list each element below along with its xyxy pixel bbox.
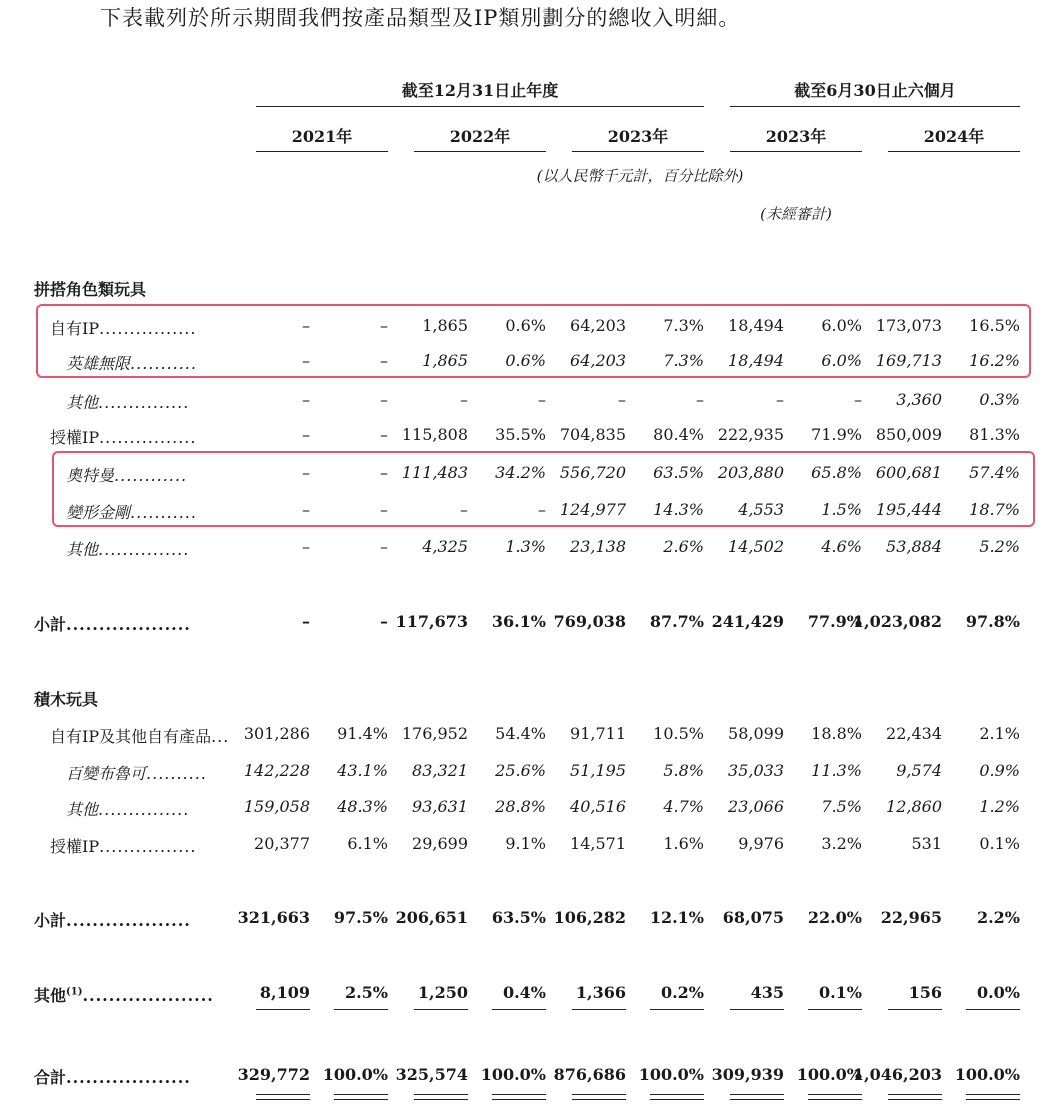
row-label-text: 自有IP (50, 319, 100, 338)
table-cell: 241,429 (711, 612, 784, 631)
table-cell: 87.7% (649, 612, 704, 631)
row-label-text: 小計 (34, 911, 67, 930)
table-cell: 12,860 (886, 797, 942, 816)
row-label (34, 612, 191, 635)
table-row-buildable-brick (0, 761, 1055, 787)
row-label-text: 其他 (66, 800, 99, 819)
table-cell: 5.2% (979, 537, 1020, 556)
footnote-marker: (1) (66, 986, 83, 998)
leader-dots: .................... (82, 986, 214, 1005)
table-cell: – (302, 463, 310, 482)
row-label (50, 724, 229, 747)
table-cell: 115,808 (401, 425, 468, 444)
table-cell: 35,033 (728, 761, 784, 780)
table-cell: 53,884 (886, 537, 942, 556)
table-cell: 81.3% (969, 425, 1020, 444)
column-underline (334, 1009, 388, 1010)
highlight-box-licensed (52, 451, 1035, 527)
table-cell: 156 (908, 983, 942, 1002)
table-cell: 4,325 (422, 537, 468, 556)
highlight-box-own-ip (36, 304, 1031, 378)
table-cell: 6.1% (347, 834, 388, 853)
table-cell: 0.4% (502, 983, 546, 1002)
year-rule (730, 151, 862, 152)
row-label (66, 390, 189, 413)
table-cell: 0.6% (505, 316, 546, 335)
total-double-underline (492, 1094, 546, 1100)
table-row-blocks-own-other (0, 797, 1055, 823)
table-cell: 100.0% (480, 1065, 546, 1084)
row-label-text: 小計 (34, 615, 67, 634)
table-cell: 8,109 (259, 983, 310, 1002)
column-underline (650, 1009, 704, 1010)
table-cell: 4,553 (738, 500, 784, 519)
table-cell: – (460, 500, 468, 519)
leader-dots: ................ (99, 428, 197, 447)
table-cell: – (380, 390, 388, 409)
table-cell: 14.3% (653, 500, 704, 519)
table-cell: 100.0% (954, 1065, 1020, 1084)
table-cell: 28.8% (495, 797, 546, 816)
leader-dots: .......... (146, 764, 207, 783)
table-cell: 600,681 (875, 463, 942, 482)
table-cell: 57.4% (969, 463, 1020, 482)
table-cell: 1.3% (505, 537, 546, 556)
table-cell: 1.2% (979, 797, 1020, 816)
table-cell: 64,203 (570, 316, 626, 335)
table-cell: 0.1% (979, 834, 1020, 853)
table-cell: 124,977 (559, 500, 626, 519)
leader-dots: ... (211, 727, 230, 746)
year-header: 2022年 (449, 127, 511, 146)
table-cell: 100.0% (796, 1065, 862, 1084)
table-cell: 0.6% (505, 351, 546, 370)
table-cell: 18.8% (811, 724, 862, 743)
table-cell: 2.5% (344, 983, 388, 1002)
year-header: 2024年 (923, 127, 985, 146)
table-cell: – (302, 425, 310, 444)
table-cell: 71.9% (811, 425, 862, 444)
table-cell: 531 (911, 834, 942, 853)
column-underline (888, 1009, 942, 1010)
total-double-underline (650, 1094, 704, 1100)
table-cell: 2.6% (663, 537, 704, 556)
period-half-header: 截至6月30日止六個月 (794, 81, 956, 100)
total-double-underline (414, 1094, 468, 1100)
table-cell: 169,713 (875, 351, 942, 370)
table-cell: 0.1% (818, 983, 862, 1002)
table-cell: 203,880 (717, 463, 784, 482)
table-cell: 14,571 (570, 834, 626, 853)
table-cell: – (854, 390, 862, 409)
table-cell: 106,282 (553, 908, 626, 927)
column-underline (730, 1009, 784, 1010)
total-double-underline (256, 1094, 310, 1100)
table-cell: 100.0% (322, 1065, 388, 1084)
row-label (50, 834, 196, 857)
table-cell: 1,046,203 (852, 1065, 942, 1084)
table-cell: 7.3% (663, 351, 704, 370)
table-cell: 1,865 (422, 316, 468, 335)
table-row-others (0, 983, 1055, 1009)
year-rule (572, 151, 704, 152)
table-cell: – (302, 316, 310, 335)
table-cell: 91,711 (570, 724, 626, 743)
leader-dots: ................... (66, 615, 191, 634)
table-cell: – (380, 425, 388, 444)
total-double-underline (730, 1094, 784, 1100)
table-cell: 325,574 (395, 1065, 468, 1084)
total-double-underline (888, 1094, 942, 1100)
table-cell: 97.5% (333, 908, 388, 927)
table-cell: 20,377 (254, 834, 310, 853)
table-cell: 876,686 (553, 1065, 626, 1084)
table-cell: 0.0% (976, 983, 1020, 1002)
table-cell: 556,720 (559, 463, 626, 482)
table-cell: 80.4% (653, 425, 704, 444)
leader-dots: ........... (130, 354, 197, 373)
table-cell: 9.1% (505, 834, 546, 853)
table-row-licensed-ip (0, 425, 1055, 451)
table-row-licensed-other (0, 537, 1055, 563)
row-label-text: 其他 (66, 540, 99, 559)
table-cell: 1,865 (422, 351, 468, 370)
table-cell: 3.2% (821, 834, 862, 853)
table-cell: 12.1% (649, 908, 704, 927)
table-cell: 54.4% (495, 724, 546, 743)
table-cell: 68,075 (722, 908, 784, 927)
table-cell: – (618, 390, 626, 409)
table-cell: 173,073 (875, 316, 942, 335)
row-label (34, 1065, 191, 1088)
intro-text: 下表載列於所示期間我們按產品類型及IP類別劃分的總收入明細。 (100, 6, 741, 30)
table-cell: 35.5% (495, 425, 546, 444)
table-row-subtotal-blocks (0, 908, 1055, 934)
table-cell: 142,228 (243, 761, 310, 780)
table-cell: 83,321 (412, 761, 468, 780)
table-cell: 7.5% (821, 797, 862, 816)
row-label-text: 變形金剛 (66, 503, 131, 522)
table-cell: – (380, 612, 388, 631)
table-cell: 18,494 (728, 351, 784, 370)
row-label (66, 761, 207, 784)
table-cell: 321,663 (237, 908, 310, 927)
table-cell: 0.2% (660, 983, 704, 1002)
row-label-text: 其他 (66, 393, 99, 412)
table-cell: – (302, 500, 310, 519)
year-rule (256, 151, 388, 152)
row-label (34, 908, 191, 931)
table-cell: 301,286 (243, 724, 310, 743)
table-cell: 63.5% (653, 463, 704, 482)
column-underline (572, 1009, 626, 1010)
table-cell: – (380, 463, 388, 482)
table-cell: 18.7% (969, 500, 1020, 519)
table-cell: 6.0% (821, 316, 862, 335)
period-half-rule (730, 106, 1020, 107)
leader-dots: ................ (99, 837, 197, 856)
total-double-underline (334, 1094, 388, 1100)
table-cell: 7.3% (663, 316, 704, 335)
row-label-text: 英雄無限 (66, 354, 131, 373)
leader-dots: ............... (98, 540, 190, 559)
unit-note: (以人民幣千元計，百分比除外) (536, 167, 744, 185)
table-cell: 91.4% (337, 724, 388, 743)
table-cell: 16.2% (969, 351, 1020, 370)
table-row-own-other (0, 390, 1055, 416)
table-cell: – (776, 390, 784, 409)
table-cell: 29,699 (412, 834, 468, 853)
table-cell: 159,058 (243, 797, 310, 816)
table-cell: 4.6% (821, 537, 862, 556)
table-cell: – (380, 537, 388, 556)
table-row-blocks-own (0, 724, 1055, 750)
table-cell: – (302, 390, 310, 409)
column-underline (808, 1009, 862, 1010)
year-rule (888, 151, 1020, 152)
leader-dots: ................ (99, 319, 197, 338)
table-cell: 329,772 (237, 1065, 310, 1084)
table-cell: 222,935 (717, 425, 784, 444)
table-cell: 22.0% (807, 908, 862, 927)
table-cell: 3,360 (896, 390, 942, 409)
table-cell: – (538, 390, 546, 409)
period-year-rule (256, 106, 704, 107)
table-cell: 22,434 (886, 724, 942, 743)
section-title-blocks: 積木玩具 (34, 690, 99, 709)
table-cell: 117,673 (395, 612, 468, 631)
table-cell: 1,250 (417, 983, 468, 1002)
table-cell: 206,651 (395, 908, 468, 927)
row-label-text: 百變布魯可 (66, 764, 147, 783)
table-cell: – (380, 316, 388, 335)
table-cell: 25.6% (495, 761, 546, 780)
table-cell: 43.1% (337, 761, 388, 780)
section-title-figures: 拼搭角色類玩具 (34, 280, 147, 299)
table-cell: 435 (750, 983, 784, 1002)
leader-dots: ................... (66, 1068, 191, 1087)
table-cell: 23,138 (570, 537, 626, 556)
table-cell: – (302, 351, 310, 370)
table-cell: 18,494 (728, 316, 784, 335)
table-cell: – (380, 500, 388, 519)
table-cell: 51,195 (570, 761, 626, 780)
leader-dots: ........... (130, 503, 197, 522)
table-cell: 16.5% (969, 316, 1020, 335)
table-cell: – (696, 390, 704, 409)
row-label-text: 自有IP及其他自有產品 (50, 727, 212, 746)
table-cell: 40,516 (570, 797, 626, 816)
table-cell: – (380, 351, 388, 370)
total-double-underline (808, 1094, 862, 1100)
leader-dots: ................... (66, 911, 191, 930)
table-cell: 0.9% (979, 761, 1020, 780)
year-header: 2023年 (607, 127, 669, 146)
table-cell: 0.3% (979, 390, 1020, 409)
row-label-text: 授權IP (50, 428, 100, 447)
table-cell: 97.8% (965, 612, 1020, 631)
table-cell: 77.9% (807, 612, 862, 631)
table-cell: 23,066 (728, 797, 784, 816)
table-cell: 14,502 (728, 537, 784, 556)
column-underline (256, 1009, 310, 1010)
row-label (66, 797, 189, 820)
table-row-total (0, 1065, 1055, 1091)
table-cell: 9,574 (896, 761, 942, 780)
table-row-blocks-licensed (0, 834, 1055, 860)
table-cell: 4.7% (663, 797, 704, 816)
unaudited-note: (未經審計) (760, 205, 832, 223)
table-cell: 100.0% (638, 1065, 704, 1084)
row-label-text: 其他 (34, 986, 67, 1005)
year-header: 2023年 (765, 127, 827, 146)
total-double-underline (966, 1094, 1020, 1100)
table-cell: 63.5% (491, 908, 546, 927)
table-cell: 1.6% (663, 834, 704, 853)
table-cell: – (302, 537, 310, 556)
leader-dots: ............ (114, 466, 188, 485)
table-cell: 111,483 (401, 463, 468, 482)
table-cell: 5.8% (663, 761, 704, 780)
table-cell: 2.2% (976, 908, 1020, 927)
table-cell: – (538, 500, 546, 519)
table-cell: 10.5% (653, 724, 704, 743)
table-cell: 6.0% (821, 351, 862, 370)
row-label-text: 合計 (34, 1068, 67, 1087)
table-cell: 36.1% (491, 612, 546, 631)
leader-dots: ............... (98, 800, 190, 819)
table-cell: 195,444 (875, 500, 942, 519)
column-underline (966, 1009, 1020, 1010)
table-cell: 34.2% (495, 463, 546, 482)
table-cell: 65.8% (811, 463, 862, 482)
table-cell: 93,631 (412, 797, 468, 816)
table-cell: 22,965 (880, 908, 942, 927)
leader-dots: ............... (98, 393, 190, 412)
table-row-subtotal-figures (0, 612, 1055, 638)
column-underline (414, 1009, 468, 1010)
table-cell: 1.5% (821, 500, 862, 519)
table-cell: 704,835 (559, 425, 626, 444)
table-cell: 1,366 (575, 983, 626, 1002)
table-cell: 769,038 (553, 612, 626, 631)
table-cell: 1,023,082 (852, 612, 942, 631)
period-year-header: 截至12月31日止年度 (401, 81, 559, 100)
table-cell: 850,009 (875, 425, 942, 444)
table-cell: 11.3% (811, 761, 862, 780)
table-cell: 2.1% (979, 724, 1020, 743)
year-header: 2021年 (291, 127, 353, 146)
table-cell: 176,952 (401, 724, 468, 743)
row-label (34, 983, 214, 1006)
column-underline (492, 1009, 546, 1010)
table-cell: 58,099 (728, 724, 784, 743)
row-label (50, 425, 196, 448)
table-cell: 309,939 (711, 1065, 784, 1084)
table-cell: 48.3% (337, 797, 388, 816)
year-rule (414, 151, 546, 152)
row-label-text: 授權IP (50, 837, 100, 856)
table-cell: – (302, 612, 310, 631)
table-cell: 64,203 (570, 351, 626, 370)
table-cell: 9,976 (738, 834, 784, 853)
row-label (66, 537, 189, 560)
table-cell: – (460, 390, 468, 409)
row-label-text: 奧特曼 (66, 466, 115, 485)
total-double-underline (572, 1094, 626, 1100)
